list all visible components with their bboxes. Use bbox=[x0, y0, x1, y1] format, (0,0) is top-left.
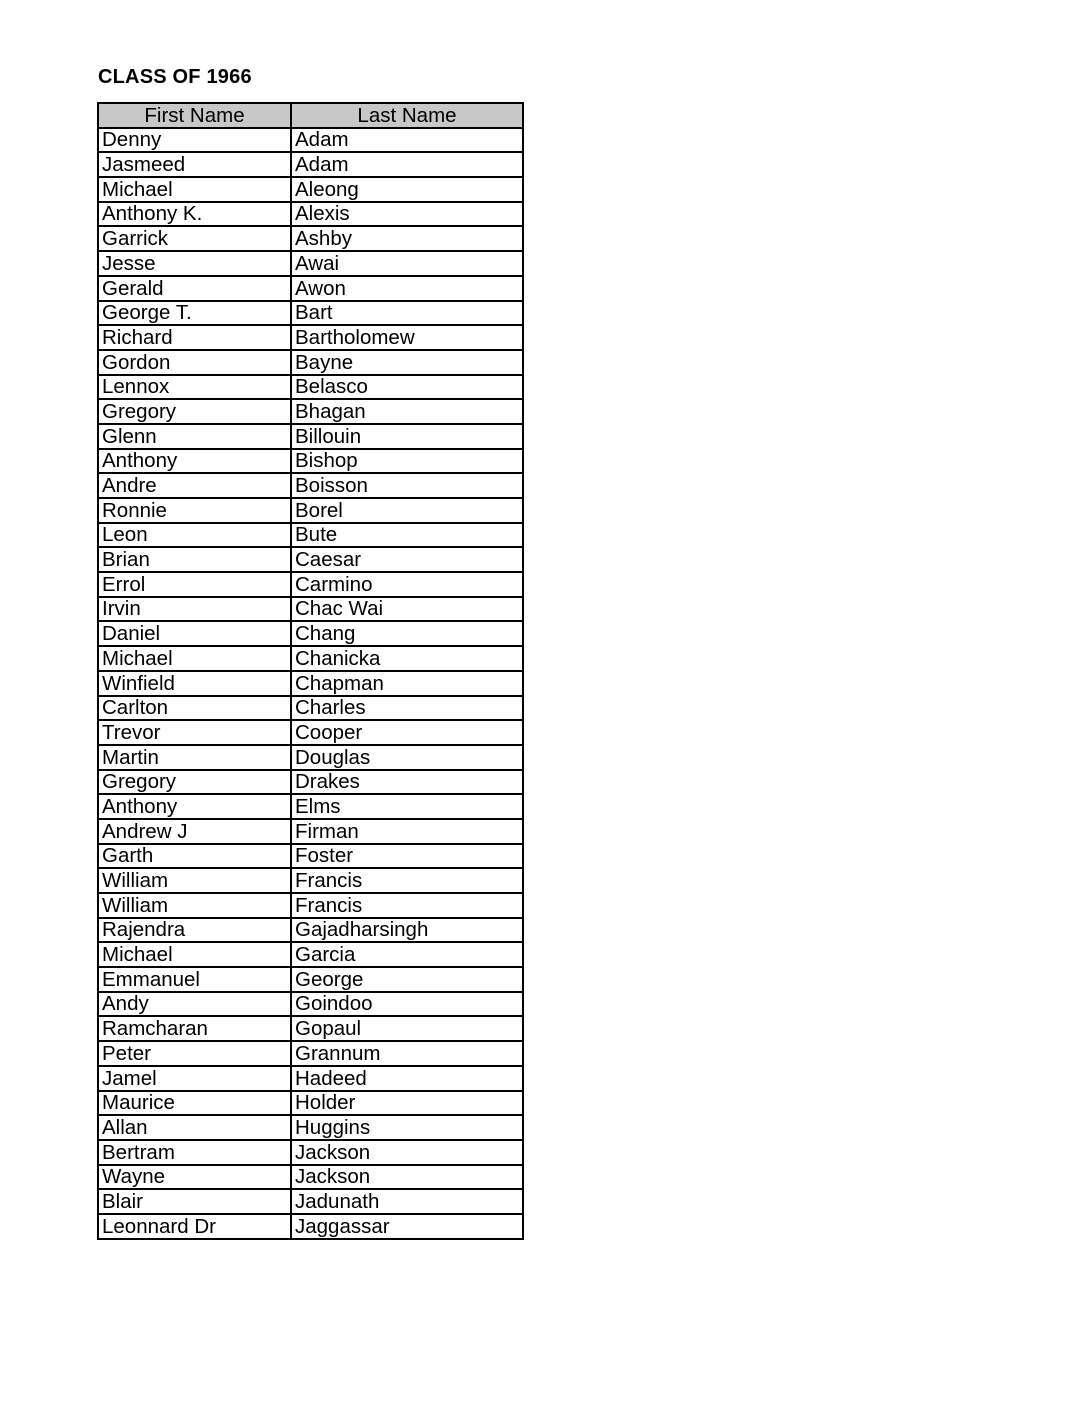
last-name-cell: Drakes bbox=[291, 770, 523, 795]
last-name-cell: Grannum bbox=[291, 1041, 523, 1066]
table-row bbox=[98, 992, 523, 1017]
first-name-cell: Errol bbox=[98, 572, 291, 597]
table-row bbox=[98, 572, 523, 597]
last-name-cell: Bart bbox=[291, 301, 523, 326]
first-name-cell: Trevor bbox=[98, 720, 291, 745]
table-row bbox=[98, 1189, 523, 1214]
first-name-cell: Daniel bbox=[98, 621, 291, 646]
first-name-cell: Glenn bbox=[98, 424, 291, 449]
table-row bbox=[98, 1140, 523, 1165]
first-name-cell: Irvin bbox=[98, 597, 291, 622]
table-row bbox=[98, 498, 523, 523]
first-name-cell: Ronnie bbox=[98, 498, 291, 523]
last-name-cell: Billouin bbox=[291, 424, 523, 449]
first-name-cell: Michael bbox=[98, 646, 291, 671]
first-name-cell: Blair bbox=[98, 1189, 291, 1214]
last-name-cell: Goindoo bbox=[291, 992, 523, 1017]
first-name-cell: Rajendra bbox=[98, 918, 291, 943]
table-row bbox=[98, 770, 523, 795]
table-row bbox=[98, 745, 523, 770]
last-name-cell: Bute bbox=[291, 523, 523, 548]
first-name-cell: Wayne bbox=[98, 1165, 291, 1190]
first-name-cell: Gordon bbox=[98, 350, 291, 375]
header-row bbox=[98, 103, 523, 128]
last-name-cell: Jackson bbox=[291, 1165, 523, 1190]
table-row bbox=[98, 202, 523, 227]
page-title: CLASS OF 1966 bbox=[98, 66, 252, 88]
first-name-cell: Martin bbox=[98, 745, 291, 770]
first-name-cell: Leonnard Dr bbox=[98, 1214, 291, 1239]
last-name-cell: Hadeed bbox=[291, 1066, 523, 1091]
table-row bbox=[98, 547, 523, 572]
first-name-cell: Carlton bbox=[98, 696, 291, 721]
first-name-cell: Andrew J bbox=[98, 819, 291, 844]
table-row bbox=[98, 1041, 523, 1066]
first-name-cell: Andy bbox=[98, 992, 291, 1017]
last-name-cell: Ashby bbox=[291, 226, 523, 251]
last-name-cell: Bhagan bbox=[291, 399, 523, 424]
last-name-cell: Jackson bbox=[291, 1140, 523, 1165]
table-row bbox=[98, 696, 523, 721]
first-name-cell: Leon bbox=[98, 523, 291, 548]
last-name-cell: Jaggassar bbox=[291, 1214, 523, 1239]
first-name-cell: Brian bbox=[98, 547, 291, 572]
last-name-cell: George bbox=[291, 967, 523, 992]
table-row bbox=[98, 128, 523, 153]
first-name-cell: Gerald bbox=[98, 276, 291, 301]
last-name-cell: Jadunath bbox=[291, 1189, 523, 1214]
last-name-cell: Douglas bbox=[291, 745, 523, 770]
last-name-cell: Boisson bbox=[291, 473, 523, 498]
table-row bbox=[98, 942, 523, 967]
table-row bbox=[98, 918, 523, 943]
table-row bbox=[98, 1165, 523, 1190]
table-row bbox=[98, 276, 523, 301]
table-row bbox=[98, 523, 523, 548]
first-name-cell: Maurice bbox=[98, 1091, 291, 1116]
first-name-cell: Jamel bbox=[98, 1066, 291, 1091]
first-name-cell: Allan bbox=[98, 1115, 291, 1140]
last-name-cell: Borel bbox=[291, 498, 523, 523]
first-name-cell: Garth bbox=[98, 844, 291, 869]
table-row bbox=[98, 597, 523, 622]
table-row bbox=[98, 226, 523, 251]
last-name-cell: Bishop bbox=[291, 449, 523, 474]
table-row bbox=[98, 646, 523, 671]
last-name-cell: Awai bbox=[291, 251, 523, 276]
last-name-cell: Gopaul bbox=[291, 1016, 523, 1041]
first-name-header: First Name bbox=[98, 103, 291, 128]
table-row bbox=[98, 301, 523, 326]
last-name-cell: Chapman bbox=[291, 671, 523, 696]
table-row bbox=[98, 424, 523, 449]
table-row bbox=[98, 251, 523, 276]
last-name-cell: Caesar bbox=[291, 547, 523, 572]
table-row bbox=[98, 152, 523, 177]
first-name-cell: William bbox=[98, 868, 291, 893]
last-name-cell: Chanicka bbox=[291, 646, 523, 671]
first-name-cell: Anthony bbox=[98, 794, 291, 819]
first-name-cell: Jasmeed bbox=[98, 152, 291, 177]
table-row bbox=[98, 844, 523, 869]
first-name-cell: Michael bbox=[98, 177, 291, 202]
last-name-cell: Elms bbox=[291, 794, 523, 819]
last-name-cell: Alexis bbox=[291, 202, 523, 227]
table-row bbox=[98, 325, 523, 350]
last-name-cell: Gajadharsingh bbox=[291, 918, 523, 943]
table-row bbox=[98, 893, 523, 918]
table-row bbox=[98, 1016, 523, 1041]
first-name-cell: Lennox bbox=[98, 375, 291, 400]
table-row bbox=[98, 868, 523, 893]
last-name-cell: Bayne bbox=[291, 350, 523, 375]
first-name-cell: Emmanuel bbox=[98, 967, 291, 992]
table-row bbox=[98, 473, 523, 498]
table-row bbox=[98, 1115, 523, 1140]
last-name-cell: Aleong bbox=[291, 177, 523, 202]
last-name-cell: Francis bbox=[291, 893, 523, 918]
first-name-cell: Peter bbox=[98, 1041, 291, 1066]
roster-body bbox=[98, 128, 523, 1239]
last-name-cell: Belasco bbox=[291, 375, 523, 400]
last-name-header: Last Name bbox=[291, 103, 523, 128]
last-name-cell: Charles bbox=[291, 696, 523, 721]
last-name-cell: Garcia bbox=[291, 942, 523, 967]
first-name-cell: Gregory bbox=[98, 399, 291, 424]
first-name-cell: Ramcharan bbox=[98, 1016, 291, 1041]
last-name-cell: Bartholomew bbox=[291, 325, 523, 350]
first-name-cell: Michael bbox=[98, 942, 291, 967]
table-row bbox=[98, 819, 523, 844]
table-row bbox=[98, 399, 523, 424]
table-row bbox=[98, 967, 523, 992]
table-row bbox=[98, 621, 523, 646]
last-name-cell: Awon bbox=[291, 276, 523, 301]
first-name-cell: Gregory bbox=[98, 770, 291, 795]
first-name-cell: Bertram bbox=[98, 1140, 291, 1165]
last-name-cell: Cooper bbox=[291, 720, 523, 745]
first-name-cell: Garrick bbox=[98, 226, 291, 251]
last-name-cell: Firman bbox=[291, 819, 523, 844]
last-name-cell: Foster bbox=[291, 844, 523, 869]
last-name-cell: Huggins bbox=[291, 1115, 523, 1140]
first-name-cell: Andre bbox=[98, 473, 291, 498]
table-row bbox=[98, 350, 523, 375]
last-name-cell: Adam bbox=[291, 152, 523, 177]
last-name-cell: Adam bbox=[291, 128, 523, 153]
last-name-cell: Carmino bbox=[291, 572, 523, 597]
class-roster-table bbox=[97, 102, 524, 1240]
last-name-cell: Holder bbox=[291, 1091, 523, 1116]
last-name-cell: Francis bbox=[291, 868, 523, 893]
table-row bbox=[98, 449, 523, 474]
last-name-cell: Chac Wai bbox=[291, 597, 523, 622]
table-row bbox=[98, 720, 523, 745]
table-row bbox=[98, 375, 523, 400]
first-name-cell: William bbox=[98, 893, 291, 918]
first-name-cell: Winfield bbox=[98, 671, 291, 696]
table-row bbox=[98, 1066, 523, 1091]
first-name-cell: Anthony bbox=[98, 449, 291, 474]
table-row bbox=[98, 794, 523, 819]
first-name-cell: Denny bbox=[98, 128, 291, 153]
first-name-cell: Richard bbox=[98, 325, 291, 350]
table-row bbox=[98, 671, 523, 696]
first-name-cell: Anthony K. bbox=[98, 202, 291, 227]
last-name-cell: Chang bbox=[291, 621, 523, 646]
table-row bbox=[98, 1091, 523, 1116]
first-name-cell: Jesse bbox=[98, 251, 291, 276]
table-row bbox=[98, 1214, 523, 1239]
table-row bbox=[98, 177, 523, 202]
first-name-cell: George T. bbox=[98, 301, 291, 326]
